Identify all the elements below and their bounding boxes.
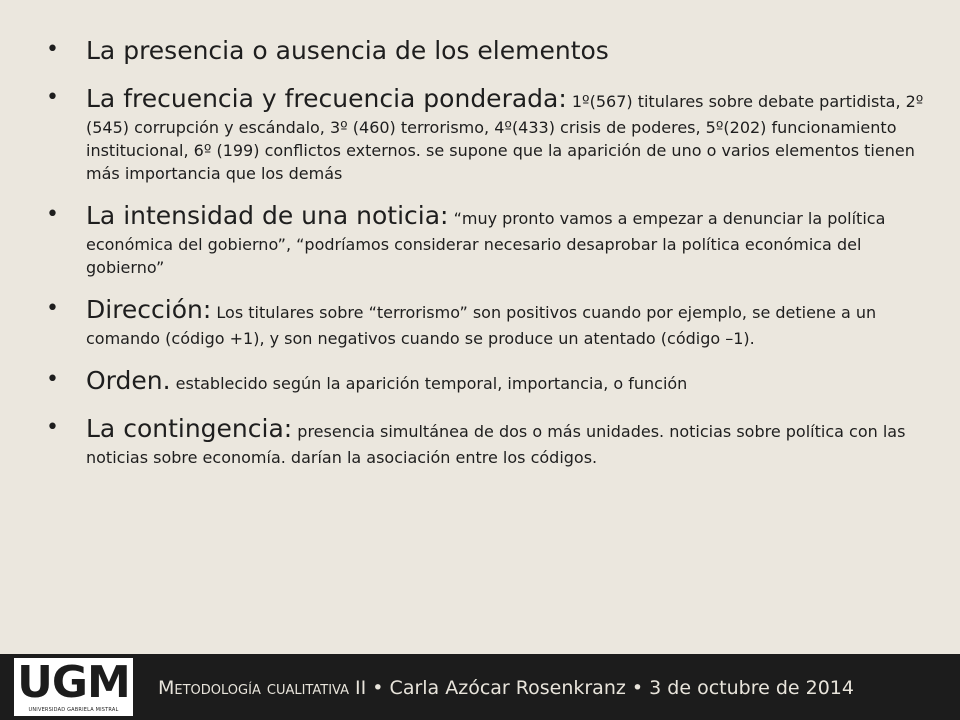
bullet-dot-icon: • [46, 296, 59, 321]
bullet-heading: Dirección: [86, 295, 212, 324]
bullet-dot-icon: • [46, 367, 59, 392]
bullet-text: 1º(567) titulares sobre debate partidista, 2º (545) corrupción y escándalo, 3º (460) terrorismo, 4º(433) crisis de poderes, 5º(202) funcionamiento institucional, 6º (199) conflictos externos. se supone que la aparición de uno o varios elementos tienen más importancia que los demás [86, 92, 924, 183]
bullet-heading: Orden. [86, 366, 171, 395]
footer-course: Metodología cualitativa II [158, 677, 367, 699]
bullet-text: establecido según la aparición temporal, importancia, o función [175, 374, 688, 393]
bullet-frecuencia [46, 82, 926, 185]
bullet-dot-icon: • [46, 85, 59, 110]
bullet-contingencia [46, 412, 926, 469]
bullet-presencia [46, 34, 926, 68]
ugm-logo [14, 658, 133, 716]
bullet-heading: La presencia o ausencia de los elementos [86, 36, 609, 65]
bullet-text: “muy pronto vamos a empezar a denunciar la política económica del gobierno”, “podríamos considerar necesario desaprobar la política económica del gobierno” [86, 209, 886, 277]
footer-bar [0, 654, 960, 720]
bullet-direccion [46, 293, 926, 350]
bullet-intensidad [46, 199, 926, 279]
bullet-list [46, 34, 926, 469]
footer-separator: • [372, 677, 384, 699]
bullet-text: presencia simultánea de dos o más unidades. noticias sobre política con las noticias sobre economía. darían la asociación entre los códigos. [86, 422, 906, 467]
logo-letters: UGM [17, 657, 130, 708]
footer-date: 3 de octubre de 2014 [649, 677, 854, 699]
logo-caption: UNIVERSIDAD GABRIELA MISTRAL [28, 707, 119, 713]
bullet-dot-icon: • [46, 415, 59, 440]
footer-author: Carla Azócar Rosenkranz [389, 677, 626, 699]
bullet-dot-icon: • [46, 37, 59, 62]
slide-content [46, 34, 926, 483]
bullet-heading: La contingencia: [86, 414, 293, 443]
footer-separator: • [631, 677, 644, 699]
footer-text [158, 676, 854, 700]
bullet-dot-icon: • [46, 202, 59, 227]
bullet-orden [46, 364, 926, 398]
bullet-heading: La frecuencia y frecuencia ponderada: [86, 84, 567, 113]
bullet-text: Los titulares sobre “terrorismo” son positivos cuando por ejemplo, se detiene a un comando (código +1), y son negativos cuando se produce un atentado (código –1). [86, 303, 877, 348]
bullet-heading: La intensidad de una noticia: [86, 201, 449, 230]
